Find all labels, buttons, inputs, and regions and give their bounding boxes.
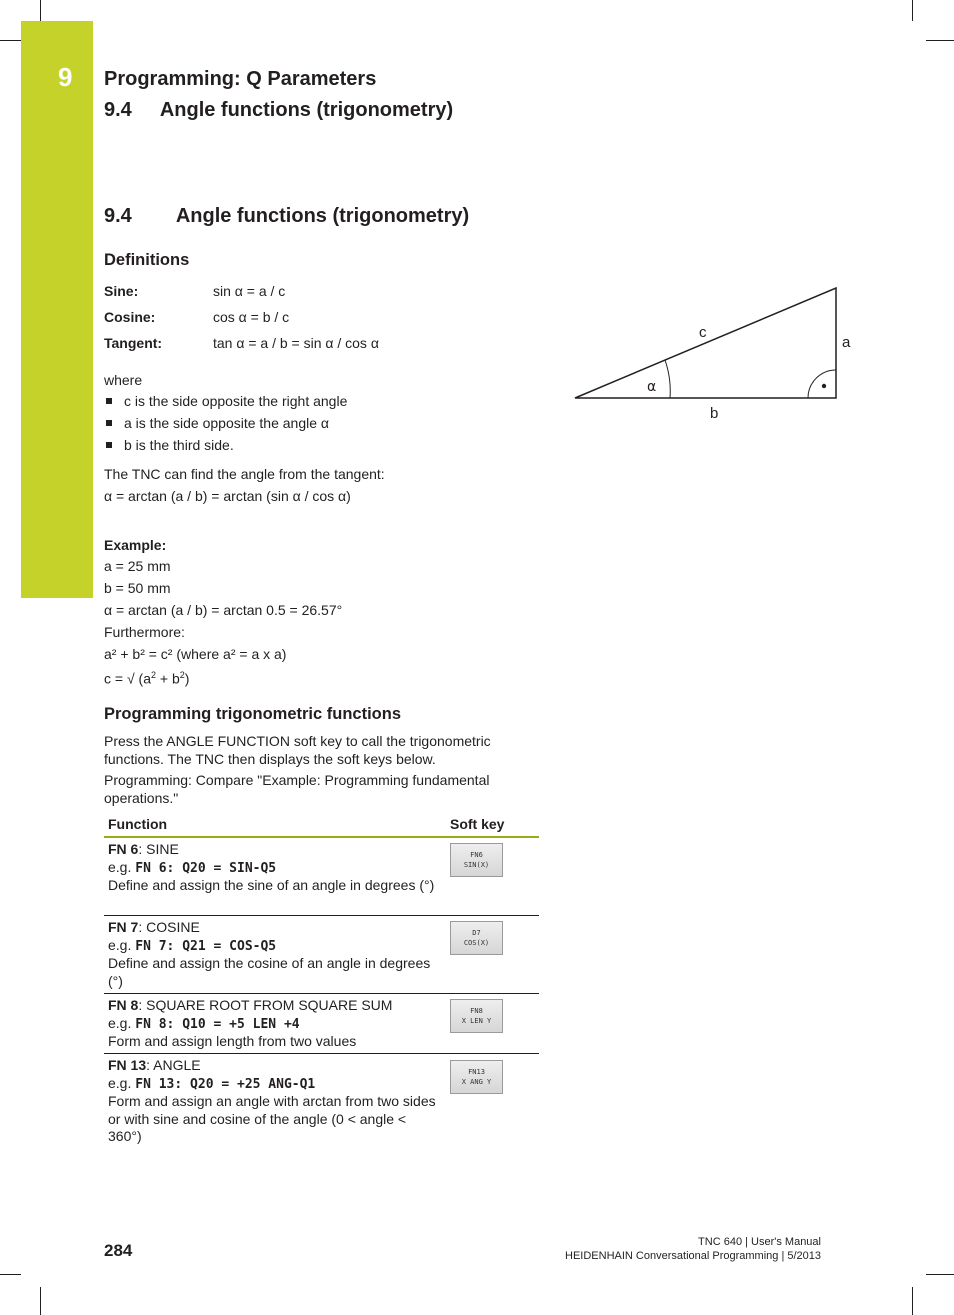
crop-mark bbox=[40, 0, 41, 21]
running-section-header bbox=[104, 99, 453, 122]
bullet-item: b is the third side. bbox=[124, 437, 234, 453]
fn-code: FN 8: Q10 = +5 LEN +4 bbox=[135, 1016, 300, 1032]
fn-code: FN 7: Q21 = COS-Q5 bbox=[135, 938, 277, 954]
label-c: c bbox=[699, 324, 707, 341]
bullet-item: c is the side opposite the right angle bbox=[124, 393, 348, 409]
sqrt-mid: + b bbox=[156, 670, 180, 687]
table-row-rule bbox=[104, 993, 539, 994]
softkey-line: D7 bbox=[472, 929, 481, 937]
def-label-tangent: Tangent: bbox=[104, 335, 163, 351]
softkey-line: X ANG Y bbox=[461, 1078, 492, 1086]
fn-name: FN 7 bbox=[108, 919, 139, 935]
fn-title: : ANGLE bbox=[146, 1057, 201, 1073]
softkey-fn6-sin[interactable] bbox=[450, 843, 503, 877]
fn-title: : COSINE bbox=[138, 919, 200, 935]
table-row bbox=[108, 997, 438, 1051]
col-header-softkey: Soft key bbox=[450, 816, 505, 832]
definitions-heading: Definitions bbox=[104, 251, 190, 269]
fn-name: FN 8 bbox=[108, 997, 139, 1013]
def-formula-sine: sin α = a / c bbox=[213, 283, 286, 299]
triangle-diagram bbox=[560, 280, 860, 430]
table-row bbox=[108, 919, 438, 990]
label-a: a bbox=[842, 334, 851, 351]
fn-code: FN 13: Q20 = +25 ANG-Q1 bbox=[135, 1076, 316, 1092]
example-line: a² + b² = c² (where a² = a x a) bbox=[104, 646, 287, 662]
section-heading bbox=[104, 205, 469, 228]
def-label-cosine: Cosine: bbox=[104, 309, 156, 325]
fn-code: FN 6: Q20 = SIN-Q5 bbox=[135, 860, 277, 876]
col-header-function: Function bbox=[108, 816, 168, 832]
chapter-title: Programming: Q Parameters bbox=[104, 68, 377, 90]
running-section-number: 9.4 bbox=[104, 99, 132, 121]
fn-desc: Form and assign an angle with arctan from two sides or with sine and cosine of the angle (0 < angle < 360°) bbox=[108, 1093, 436, 1144]
running-section-title: Angle functions (trigonometry) bbox=[159, 99, 454, 121]
eg-label: e.g. bbox=[108, 858, 136, 875]
fn-title: : SQUARE ROOT FROM SQUARE SUM bbox=[138, 997, 393, 1013]
right-angle-dot bbox=[822, 384, 826, 388]
bullet-item: a is the side opposite the angle α bbox=[124, 415, 330, 431]
sqrt-suffix: ) bbox=[184, 670, 190, 687]
where-label: where bbox=[104, 372, 143, 388]
crop-mark bbox=[0, 40, 21, 41]
fn-name: FN 6 bbox=[108, 841, 139, 857]
example-line: Furthermore: bbox=[104, 624, 185, 640]
label-b: b bbox=[710, 405, 719, 422]
angle-alpha-arc bbox=[665, 360, 670, 398]
page-number: 284 bbox=[104, 1241, 133, 1260]
fn-name: FN 13 bbox=[108, 1057, 147, 1073]
softkey-fn8-len[interactable] bbox=[450, 999, 503, 1033]
table-row bbox=[108, 1057, 438, 1146]
fn-title: : SINE bbox=[138, 841, 179, 857]
crop-mark bbox=[40, 1287, 41, 1315]
softkey-line: X LEN Y bbox=[461, 1017, 492, 1025]
footer-line: TNC 640 | User's Manual bbox=[698, 1236, 821, 1248]
def-formula-tangent: tan α = a / b = sin α / cos α bbox=[213, 335, 379, 351]
table-header-rule bbox=[104, 836, 539, 838]
softkey-fn7-cos[interactable] bbox=[450, 921, 503, 955]
crop-mark bbox=[926, 40, 954, 41]
tangent-formula: α = arctan (a / b) = arctan (sin α / cos α) bbox=[104, 488, 351, 504]
softkey-line: COS(X) bbox=[463, 939, 490, 947]
fn-desc: Form and assign length from two values bbox=[108, 1033, 357, 1049]
programming-para: Programming: Compare "Example: Programming fundamental operations." bbox=[104, 772, 490, 806]
footer-line: HEIDENHAIN Conversational Programming | 5/2013 bbox=[565, 1250, 821, 1262]
example-line: α = arctan (a / b) = arctan 0.5 = 26.57° bbox=[104, 602, 343, 618]
eg-label: e.g. bbox=[108, 1074, 136, 1091]
fn-desc: Define and assign the sine of an angle in degrees (°) bbox=[108, 877, 435, 893]
section-title: Angle functions (trigonometry) bbox=[175, 205, 470, 227]
sqrt-exp: 2 bbox=[150, 670, 156, 680]
crop-mark bbox=[0, 1274, 21, 1275]
table-row bbox=[108, 841, 438, 895]
table-row-rule bbox=[104, 915, 539, 916]
triangle-outline bbox=[575, 288, 836, 398]
crop-mark bbox=[912, 0, 913, 21]
crop-mark bbox=[912, 1287, 913, 1315]
softkey-line: FN8 bbox=[470, 1007, 483, 1015]
chapter-sidebar bbox=[21, 21, 93, 598]
bullet-marker bbox=[106, 442, 112, 448]
crop-mark bbox=[926, 1274, 954, 1275]
softkey-line: FN6 bbox=[470, 851, 483, 859]
section-number: 9.4 bbox=[104, 205, 132, 227]
example-line: b = 50 mm bbox=[104, 580, 171, 596]
def-label-sine: Sine: bbox=[104, 283, 139, 299]
bullet-marker bbox=[106, 420, 112, 426]
tangent-intro: The TNC can find the angle from the tangent: bbox=[104, 466, 385, 482]
fn-desc: Define and assign the cosine of an angle in degrees (°) bbox=[108, 955, 431, 989]
right-angle-arc bbox=[808, 370, 836, 398]
example-line: a = 25 mm bbox=[104, 558, 171, 574]
sqrt-exp: 2 bbox=[179, 670, 185, 680]
example-heading: Example: bbox=[104, 537, 167, 553]
table-row-rule bbox=[104, 1053, 539, 1054]
softkey-line: FN13 bbox=[468, 1068, 485, 1076]
def-formula-cosine: cos α = b / c bbox=[213, 309, 290, 325]
label-alpha: α bbox=[647, 379, 657, 395]
example-sqrt-line bbox=[104, 667, 189, 688]
chapter-number: 9 bbox=[58, 62, 73, 92]
programming-heading: Programming trigonometric functions bbox=[104, 705, 402, 723]
eg-label: e.g. bbox=[108, 936, 136, 953]
eg-label: e.g. bbox=[108, 1014, 136, 1031]
bullet-marker bbox=[106, 398, 112, 404]
softkey-fn13-ang[interactable] bbox=[450, 1060, 503, 1094]
softkey-line: SIN(X) bbox=[463, 861, 490, 869]
sqrt-prefix: c = √ (a bbox=[104, 670, 151, 687]
programming-para: Press the ANGLE FUNCTION soft key to call the trigonometric functions. The TNC then displays the soft keys below. bbox=[104, 733, 491, 767]
